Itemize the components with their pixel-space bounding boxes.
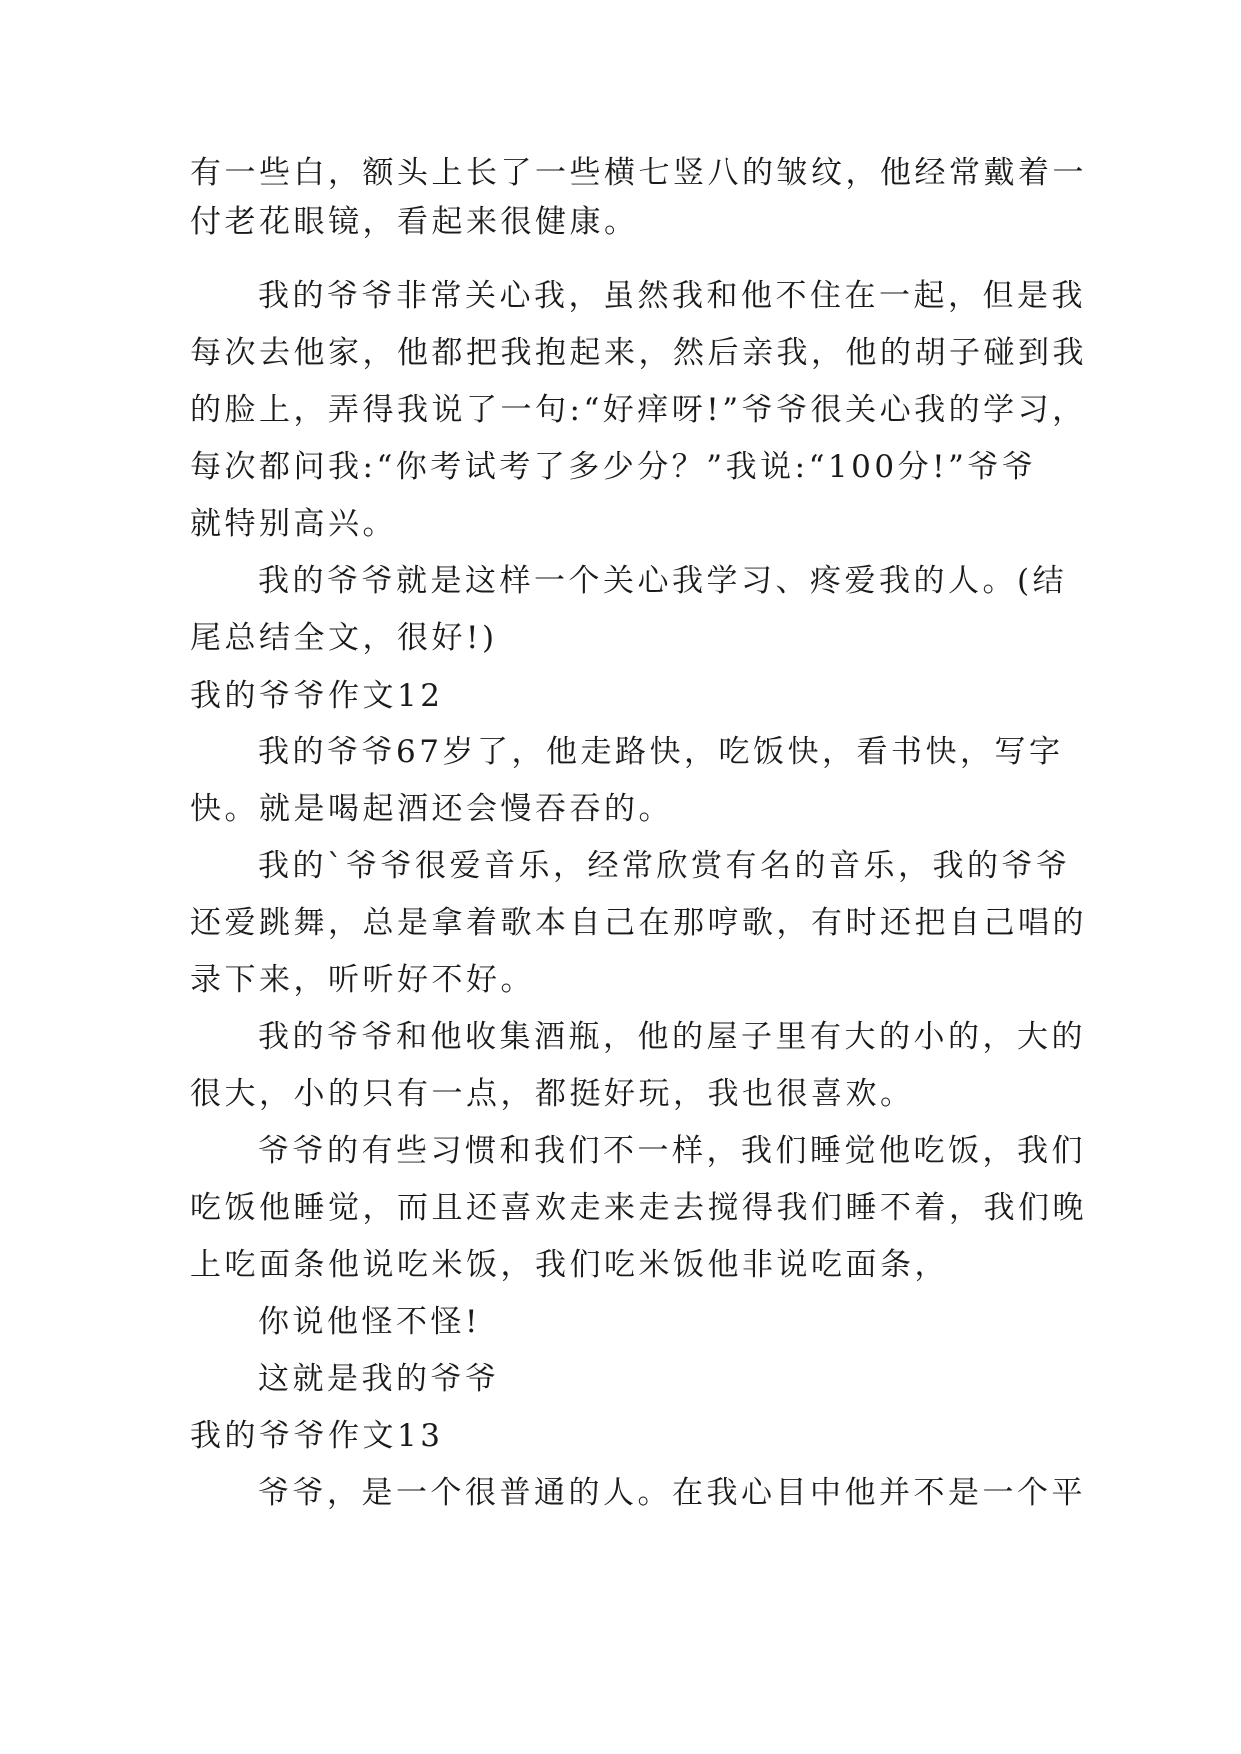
essay-heading: 我的爷爷作文12 bbox=[190, 678, 444, 714]
paragraph-start: 我的爷爷67岁了，他走路快，吃饭快，看书快，写字 bbox=[258, 734, 1064, 770]
paragraph-start: 爷爷的有些习惯和我们不一样，我们睡觉他吃饭，我们 bbox=[258, 1133, 1086, 1169]
paragraph-start: 你说他怪不怪! bbox=[258, 1304, 481, 1340]
paragraph-start: 我的爷爷非常关心我，虽然我和他不住在一起，但是我 bbox=[258, 278, 1086, 314]
paragraph-start: 我的`爷爷很爱音乐，经常欣赏有名的音乐，我的爷爷 bbox=[258, 848, 1071, 884]
text-line: 付老花眼镜，看起来很健康。 bbox=[190, 204, 639, 240]
text-line: 的脸上，弄得我说了一句:“好痒呀!”爷爷很关心我的学习， bbox=[190, 392, 1087, 428]
text-line: 还爱跳舞，总是拿着歌本自己在那哼歌，有时还把自己唱的 bbox=[190, 905, 1087, 941]
paragraph-start: 这就是我的爷爷 bbox=[258, 1361, 500, 1397]
paragraph-start: 我的爷爷和他收集酒瓶，他的屋子里有大的小的，大的 bbox=[258, 1019, 1086, 1055]
text-line: 就特别高兴。 bbox=[190, 506, 397, 542]
text-line: 每次都问我:“你考试考了多少分？”我说:“100分!”爷爷 bbox=[190, 449, 1037, 485]
paragraph-start: 爷爷，是一个很普通的人。在我心目中他并不是一个平 bbox=[258, 1475, 1086, 1511]
text-line: 吃饭他睡觉，而且还喜欢走来走去搅得我们睡不着，我们晚 bbox=[190, 1190, 1087, 1226]
text-line: 有一些白，额头上长了一些横七竖八的皱纹，他经常戴着一 bbox=[190, 155, 1087, 191]
text-line: 很大，小的只有一点，都挺好玩，我也很喜欢。 bbox=[190, 1076, 915, 1112]
text-line: 每次去他家，他都把我抱起来，然后亲我，他的胡子碰到我 bbox=[190, 335, 1087, 371]
text-line: 尾总结全文，很好!) bbox=[190, 620, 498, 656]
essay-heading: 我的爷爷作文13 bbox=[190, 1418, 444, 1454]
text-line: 上吃面条他说吃米饭，我们吃米饭他非说吃面条， bbox=[190, 1247, 949, 1283]
text-line: 快。就是喝起酒还会慢吞吞的。 bbox=[190, 791, 673, 827]
paragraph-start: 我的爷爷就是这样一个关心我学习、疼爱我的人。(结 bbox=[258, 563, 1068, 599]
text-line: 录下来，听听好不好。 bbox=[190, 962, 535, 998]
